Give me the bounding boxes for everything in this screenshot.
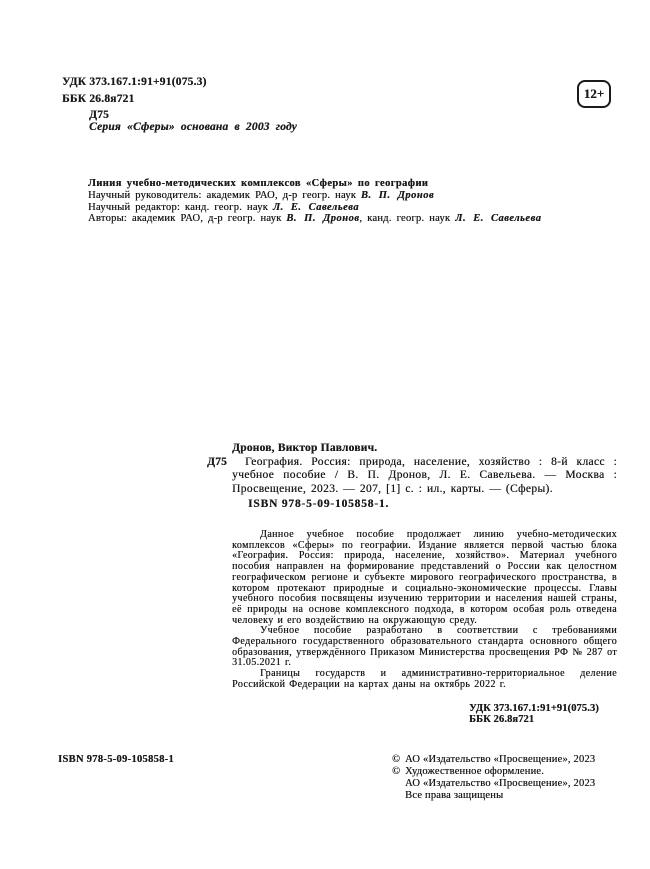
imprint-authors-role: Авторы: академик РАО, д-р геогр. наук: [88, 213, 287, 225]
copyright-publisher: АО «Издательство «Просвещение», 2023: [405, 754, 596, 765]
copyright-line-4: [392, 790, 595, 802]
annotation-paragraph-3: Границы государств и административно-территориальное деление Российской Федерации на картах даны на октябрь 2022 г.: [232, 668, 617, 690]
age-rating-badge: [577, 80, 611, 108]
catalog-author-sign: Д75: [207, 455, 228, 468]
imprint-editor-line: [88, 202, 620, 214]
annotation-paragraph-2: Учебное пособие разработано в соответствии с требованиями Федерального государственного образовательного стандарта основного общего образования, утверждённого Приказом Министерства просвещения РФ № 287 от 31.05.2021 г.: [232, 625, 617, 669]
annotation-block: [232, 530, 617, 691]
top-classification-codes: [62, 74, 207, 124]
imprint-author-name-1: В. П. Дронов: [286, 213, 360, 225]
copyright-icon: ©: [392, 766, 401, 778]
bottom-udk-code: УДК 373.167.1:91+91(075.3): [469, 703, 599, 714]
catalog-author-heading: Дронов, Виктор Павлович.: [232, 442, 378, 454]
bottom-classification-codes: [469, 703, 599, 726]
imprint-editor-role: Научный редактор: канд. геогр. наук: [88, 201, 273, 213]
author-sign-code: Д75: [89, 109, 110, 121]
copyright-line-2: [392, 766, 595, 778]
copyright-line-3: [392, 778, 595, 790]
series-imprint-block: [88, 178, 620, 225]
imprint-series-title: Линия учебно-методических комплексов «Сферы» по географии: [88, 178, 429, 189]
copyright-publisher-2: АО «Издательство «Просвещение», 2023: [405, 778, 596, 790]
imprint-authors-line: [88, 213, 620, 225]
footer-isbn: ISBN 978-5-09-105858-1: [58, 754, 174, 765]
imprint-supervisor-name: В. П. Дронов: [360, 189, 435, 201]
catalog-isbn: ISBN 978-5-09-105858-1.: [248, 498, 390, 510]
catalog-description: География. Россия: природа, население, хозяйство : 8-й класс : учебное пособие / В. П. Дронов, Л. Е. Савельева. — Москва : Просвещение, 2023. — 207, [1] с. : ил., карты. — (Сферы).: [232, 455, 617, 495]
bbk-code: ББК 26.8я721: [62, 92, 135, 105]
imprint-author-name-2: Л. Е. Савельева: [455, 213, 542, 225]
imprint-supervisor-line: [88, 190, 620, 202]
copyright-icon: ©: [392, 754, 401, 765]
annotation-paragraph-1: Данное учебное пособие продолжает линию учебно-методических комплексов «Сферы» по географии. Издание является первой частью блока «География. Россия: природа, население, хозяйство». Материал учебного пособия направлен на формирование представлений о России как целостном географическом регионе и субъекте мирового географического пространства, в котором протекают природные и социально-экономические процессы. Главы учебного пособия посвящены изучению территории и населения нашей страны, её природы на основе комплексного подхода, в котором особая роль отведена человеку и его воздействию на окружающую среду.: [232, 529, 617, 626]
bottom-bbk-code: ББК 26.8я721: [469, 714, 535, 726]
imprint-supervisor-role: Научный руководитель: академик РАО, д-р геогр. наук: [88, 189, 361, 201]
age-rating-label: 12+: [583, 86, 605, 101]
udk-code: УДК 373.167.1:91+91(075.3): [62, 76, 207, 88]
imprint-editor-name: Л. Е. Савельева: [272, 201, 360, 213]
copyright-line-1: [392, 754, 595, 766]
series-founded-note: Серия «Сферы» основана в 2003 году: [89, 121, 297, 133]
copyright-block: [392, 754, 595, 802]
catalog-description-block: [207, 455, 617, 497]
rights-reserved-note: Все права защищены: [405, 790, 504, 802]
copyright-artwork: Художественное оформление.: [405, 766, 544, 778]
catalog-card: [207, 442, 617, 512]
imprint-authors-mid: , канд. геогр. наук: [359, 213, 456, 225]
